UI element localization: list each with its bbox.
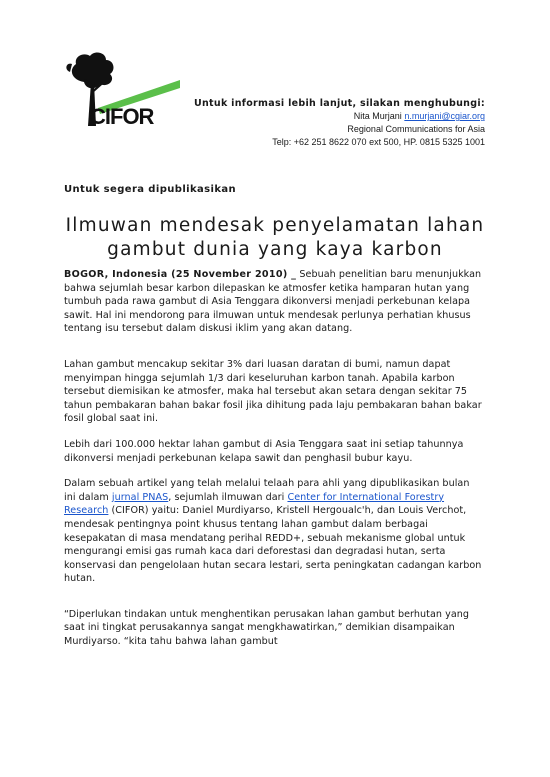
paragraph-4-text-b: , sejumlah ilmuwan dari (168, 491, 288, 503)
contact-block (194, 97, 485, 149)
embargo-notice: Untuk segera dipublikasikan (64, 184, 237, 195)
pnas-journal-link[interactable]: jurnal PNAS (111, 491, 169, 503)
paragraph-5: “Diperlukan tindakan untuk menghentikan perusakan lahan gambut berhutan yang saat ini tingkat perusakannya sangat mengkhawatirkan,” demikian disampaikan Murdiyarso. “kita tahu bahwa lahan gambut (64, 608, 470, 648)
contact-name: Nita Murjani (353, 111, 402, 121)
cifor-wordmark: CIFOR (90, 104, 154, 129)
paragraph-4-text-c: (CIFOR) yaitu: Daniel Murdiyarso, Kristell Hergoualc'h, dan Louis Verchot, mendesak pentingnya point khusus tentang lahan gambut dalam berbagai kesepakatan di masa mendatang perihal REDD+, sebuah mekanisme global untuk mengurangi emisi gas rumah kaca dari deforestasi dan degradasi hutan, serta konservasi dan pengelolaan hutan secara lestari, serta peningkatan cadangan karbon hutan. (64, 505, 482, 585)
headline-line-1: Ilmuwan mendesak penyelamatan lahan (65, 215, 485, 236)
contact-role: Regional Communications for Asia (347, 124, 485, 134)
paragraph-3: Lebih dari 100.000 hektar lahan gambut di Asia Tenggara saat ini setiap tahunnya dikonversi menjadi perkebunan kelapa sawit dan penghasil bubur kayu. (64, 438, 464, 464)
paragraph-1-text: Sebuah penelitian baru menunjukkan bahwa sejumlah besar karbon dilepaskan ke atmosfer ketika hamparan hutan yang tumbuh pada rawa gambut di Asia Tenggara dikonversi menjadi perkebunan kelapa sawit. Hal ini mendorong para ilmuwan untuk mendesak perlunya perhatian khusus tentang isu tersebut dalam diskusi iklim yang akan datang. (64, 269, 482, 335)
paragraph-2: Lahan gambut mencakup sekitar 3% dari luasan daratan di bumi, namun dapat menyimpan hingga sejumlah 1/3 dari keseluruhan karbon tanah. Apabila karbon tersebut diemisikan ke atmosfer, maka hal tersebut akan setara dengan sekitar 75 tahun pembakaran bahan bakar fosil jika dihitung pada laju pembakaran bahan bakar fosil global saat ini. (64, 358, 482, 425)
contact-email-link[interactable]: n.murjani@cgiar.org (404, 111, 485, 121)
cifor-link[interactable]: Center for International Forestry Research (64, 491, 445, 517)
article-body (64, 268, 484, 661)
contact-phone: Telp: +62 251 8622 070 ext 500, HP. 0815 5325 1001 (272, 137, 485, 147)
dateline: BOGOR, Indonesia (25 November 2010) _ (64, 269, 297, 280)
headline (50, 214, 500, 262)
contact-lead: Untuk informasi lebih lanjut, silakan menghubungi: (193, 98, 485, 109)
headline-line-2: gambut dunia yang kaya karbon (107, 239, 443, 260)
paragraph-4-text-a: Dalam sebuah artikel yang telah melalui telaah para ahli yang dipublikasikan bulan ini dalam (64, 478, 470, 503)
paragraph-1 (64, 268, 484, 336)
paragraph-4 (64, 477, 484, 586)
contact-line (194, 110, 485, 123)
